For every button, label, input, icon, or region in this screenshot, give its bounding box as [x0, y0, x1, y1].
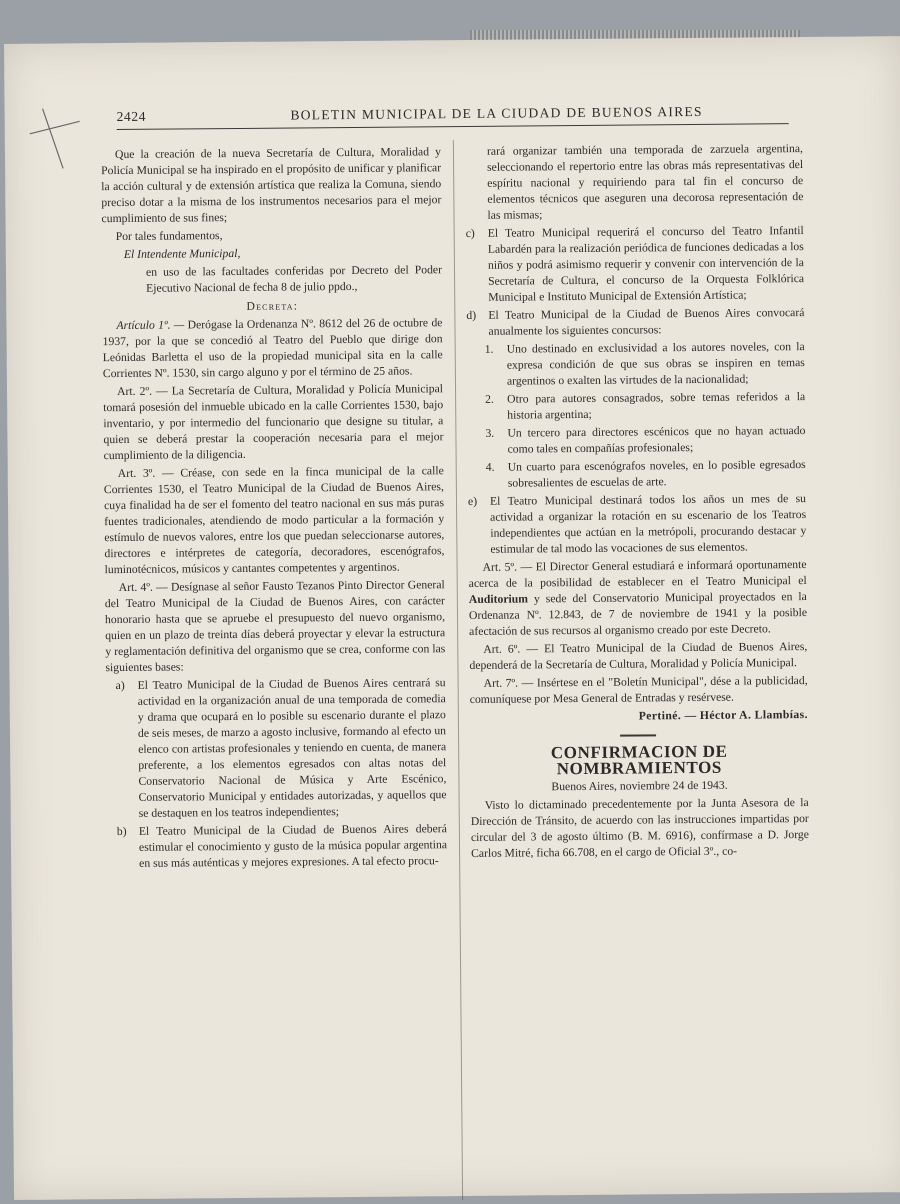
left-column [101, 144, 447, 874]
article-2: Art. 2º. — La Secretaría de Cultura, Moralidad y Policía Municipal tomará posesión del inmueble ubicado en la calle Corrientes 1530, bajo inventario, y por intermedio del funcionario que designe su titular, a quien se deberá prestar la cooperación necesaria para el mejor cumplimiento de la diligencia. [103, 382, 444, 463]
item-text: El Teatro Municipal de la Ciudad de Buenos Aires convocará anualmente los siguientes concursos: [488, 306, 805, 338]
article-4: Art. 4º. — Desígnase al señor Fausto Tezanos Pinto Director General del Teatro Municipal de la Ciudad de Buenos Aires, con carácter honorario hasta que se apruebe el presupuesto del nuevo organismo, quien en un plazo de treinta días deberá proyectar y elevar la estructura y reglamentación definitiva del organismo que se crea, conforme con las siguientes bases: [104, 578, 446, 675]
header-rule [117, 123, 789, 130]
sub-item-text: Uno destinado en exclusividad a los autores noveles, con la expresa condición de que sus obras se inspiren en temas argentinos o exalten las virtudes de la nacionalidad; [506, 340, 805, 388]
article-label: Art. 4º. — [118, 580, 168, 595]
list-item [466, 305, 804, 340]
item-label: e) [467, 494, 478, 508]
sub-item-text: Un tercero para directores escénicos que no hayan actuado como tales en compañías profesionales; [507, 424, 806, 456]
item-label: b) [116, 824, 127, 839]
sub-item [486, 457, 806, 492]
article-label: Art. 5º. — [482, 560, 533, 574]
sub-item-label: 4. [485, 460, 495, 474]
column-divider [453, 140, 463, 1200]
sub-item [485, 389, 805, 424]
section-title: CONFIRMACION DE NOMBRAMIENTOS [550, 741, 728, 779]
item-label: c) [465, 226, 475, 240]
list-item [117, 821, 447, 872]
section-paragraph: Visto lo dictaminado precedentemente por la Junta Asesora de la Dirección de Tránsito, de acuerdo con las instrucciones impartidas por circular del 3 de agosto último (B. M. 6916), confírmase a D. Jorge Carlos Mitré, ficha 66.708, en el cargo de Oficial 3º., co- [470, 796, 809, 860]
list-item [466, 223, 805, 306]
list-item [468, 491, 807, 558]
page-number: 2424 [116, 108, 147, 125]
sub-item [485, 339, 805, 390]
right-column [465, 141, 809, 864]
item-text: El Teatro Municipal de la Ciudad de Buenos Aires deberá estimular el conocimiento y gusto de la música popular argentina en sus más auténticas y mejores expresiones. A tal efecto procu- [138, 822, 448, 870]
decreta-heading: Decreta: [246, 299, 299, 313]
article-1: Artículo 1º. — Derógase la Ordenanza Nº. 8612 del 26 de octubre de 1937, por la que se concedió al Teatro del Pueblo que dirige don Leónidas Barletta el uso de la propiedad municipal sita en la calle Corrientes Nº. 1530, sin cargo alguno y por el término de 25 años. [102, 316, 443, 381]
article-5: Art. 5º. — El Director General estudiará e informará oportunamente acerca de la posibilidad de establecer en el Teatro Municipal el Auditorium y sede del Conservatorio Municipal proyectados en la Ordenanza Nº. 12.843, de 7 de noviembre de 1941 y la posible afectación de sus recursos al organismo creado por este Decreto. [468, 558, 808, 638]
item-text: El Teatro Municipal requerirá el concurso del Teatro Infantil Labardén para la realización periódica de funciones dedicadas a los niños y podrá asimismo requerir y convenir con intervención de la Secretaría de Cultura, el concurso de la Orquesta Folklórica Municipal e Instituto Municipal de Extensión Artística; [487, 224, 805, 304]
auditorium-term: Auditorium [468, 592, 529, 606]
page-header [117, 103, 787, 125]
intendente-line: El Intendente Municipal, [123, 246, 241, 261]
article-label: Art. 7º. — [483, 676, 534, 690]
item-text: El Teatro Municipal de la Ciudad de Buenos Aires centrará su actividad en la organización anual de una temporada de comedia y drama que ocupará en lo posible su escenario durante el plazo de seis meses, de marzo a agosto inclusive, formando al efecto un elenco con artistas profesionales y teniendo en cuenta, de manera preferente, a los elementos egresados con altas notas del Conservatorio Nacional de Música y Arte Escénico, Conservatorio Municipal y entidades autorizadas, y aquellos que se destaquen en los teatros independientes; [137, 676, 447, 820]
sub-item [485, 423, 805, 458]
sub-item-label: 2. [485, 392, 494, 406]
article-label: Art. 2º. — [116, 384, 168, 399]
list-item [116, 675, 447, 822]
pencil-mark-icon [25, 103, 86, 174]
sub-item-label: 3. [485, 426, 495, 440]
document-page [4, 36, 900, 1200]
signature: Pertiné. — Héctor A. Llambías. [638, 708, 808, 723]
sub-item-text: Un cuarto para escenógrafos noveles, en lo posible egresados sobresalientes de escuelas de arte. [507, 458, 806, 490]
paragraph: Que la creación de la nueva Secretaría de Cultura, Moralidad y Policía Municipal se ha inspirado en el propósito de unificar y planificar la acción cultural y de extensión artística que realiza la Comuna, siendo preciso dotar a la misma de los instrumentos necesarios para el mejor cumplimiento de sus fines; [101, 145, 442, 226]
paragraph: Por tales fundamentos, [115, 229, 223, 244]
article-label: Art. 6º. — [483, 642, 539, 656]
item-label: d) [466, 308, 477, 322]
item-text: El Teatro Municipal destinará todos los años un mes de su actividad a organizar la rotación en su escenario de los Teatros independientes que actúan en la metrópoli, procurando destacar y estimular de tal modo las vocaciones de sus elementos. [489, 492, 807, 556]
item-continuation: rará organizar también una temporada de zarzuela argentina, seleccionando el repertorio entre las obras más representativas del espíritu nacional y requiriendo para tal fin el concurso de elementos técnicos que aseguren una decorosa representación de las mismas; [486, 142, 804, 222]
article-label: Artículo 1º. — [116, 318, 185, 333]
item-label: a) [115, 678, 125, 693]
running-title: BOLETIN MUNICIPAL DE LA CIUDAD DE BUENOS AIRES [290, 103, 703, 123]
sub-item-label: 1. [484, 342, 494, 356]
sub-item-text: Otro para autores consagrados, sobre temas referidos a la historia argentina; [507, 390, 806, 422]
article-6: Art. 6º. — El Teatro Municipal de la Ciudad de Buenos Aires, dependerá de la Secretaría de Cultura, Moralidad y Policía Municipal. [469, 640, 808, 672]
article-3: Art. 3º. — Créase, con sede en la finca municipal de la calle Corrientes 1530, el Teatro Municipal de la Ciudad de Buenos Aires, cuya finalidad ha de ser el fomento del teatro nacional en sus más puras fuentes tradicionales, atendiendo de modo particular a la formación y estímulo de nuevos valores, entre los que puedan seleccionarse autores, directores e intérpretes de categoría, decoradores, escenógrafos, luminotécnicos, músicos y cantantes competentes y argentinos. [103, 464, 445, 577]
article-7: Art. 7º. — Insértese en el "Boletín Municipal", dése a la publicidad, comuníquese por Mesa General de Entradas y resérvese. [469, 674, 808, 706]
paragraph: en uso de las facultades conferidas por Decreto del Poder Ejecutivo Nacional de fecha 8 de julio ppdo., [145, 263, 443, 295]
section-date: Buenos Aires, noviembre 24 de 1943. [551, 778, 728, 794]
section-rule [620, 734, 656, 736]
article-label: Art. 3º. — [117, 466, 174, 481]
